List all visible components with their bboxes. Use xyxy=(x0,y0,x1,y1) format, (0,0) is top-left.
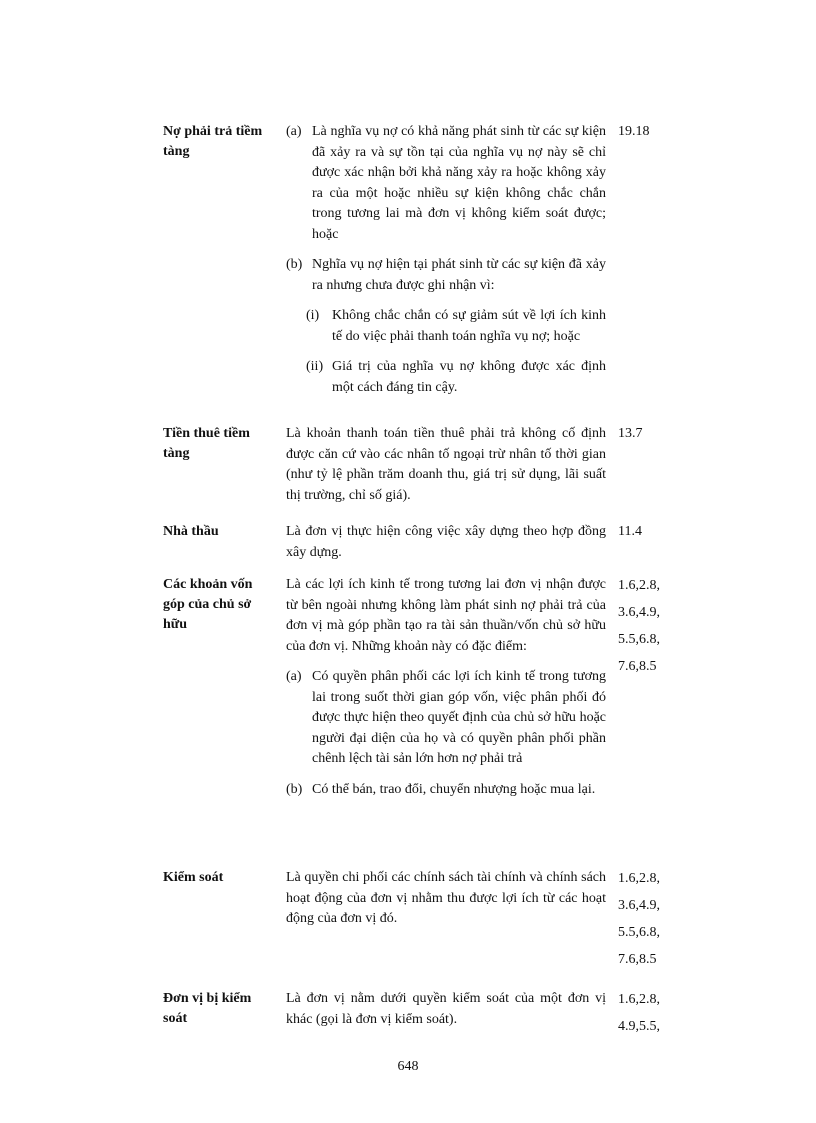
entry-references xyxy=(618,865,698,973)
item-label: (b) xyxy=(286,257,303,272)
entry-references xyxy=(618,986,698,1040)
reference: 13.7 xyxy=(618,426,643,441)
page-number: 648 xyxy=(397,1059,419,1074)
reference: 1.6,2.8, xyxy=(618,578,660,593)
definition-subitem xyxy=(286,357,606,398)
entry-references xyxy=(618,522,698,542)
definition-subitem xyxy=(286,306,606,347)
reference: 7.6,8.5 xyxy=(618,952,657,967)
entry-definition: Là quyền chi phối các chính sách tài chính và chính sách hoạt động của đơn vị nhằm thu được lợi ích từ các hoạt động của đơn vị đó. xyxy=(286,870,606,926)
reference: 3.6,4.9, xyxy=(618,898,660,913)
item-label: (b) xyxy=(286,781,303,797)
entry-references xyxy=(618,572,698,680)
reference: 7.6,8.5 xyxy=(618,659,657,674)
definition-item xyxy=(286,255,606,296)
subitem-label: (ii) xyxy=(306,359,324,374)
subitem-text: Giá trị của nghĩa vụ nợ không được xác định một cách đáng tin cậy. xyxy=(332,359,606,395)
entry-term: Tiền thuê tiềm tàng xyxy=(163,426,250,461)
entry-definition: Là đơn vị nằm dưới quyền kiểm soát của một đơn vị khác (gọi là đơn vị kiểm soát). xyxy=(286,991,606,1027)
entry-definition xyxy=(286,122,606,398)
entry-term: Nhà thầu xyxy=(163,524,219,539)
definition-intro: Là các lợi ích kinh tế trong tương lai đơn vị nhận được từ bên ngoài nhưng không làm phát sinh nợ phải trả của đơn vị mà góp phần tạo ra tài sản thuần/vốn chủ sở hữu của đơn vị. Những khoản này có đặc điểm: xyxy=(286,577,606,654)
reference: 1.6,2.8, xyxy=(618,871,660,886)
reference: 5.5,6.8, xyxy=(618,632,660,647)
entry-references xyxy=(618,122,698,142)
definition-item xyxy=(286,122,606,245)
subitem-text: Không chắc chắn có sự giảm sút về lợi ích kinh tế do việc phải thanh toán nghĩa vụ nợ; hoặc xyxy=(332,308,606,344)
entry-definition: Là đơn vị thực hiện công việc xây dựng theo hợp đồng xây dựng. xyxy=(286,524,606,560)
reference: 1.6,2.8, xyxy=(618,992,660,1007)
entry-term: Đơn vị bị kiểm soát xyxy=(163,991,252,1026)
entry-definition xyxy=(286,575,606,800)
definition-item xyxy=(286,780,606,801)
entry-term: Các khoản vốn góp của chủ sở hữu xyxy=(163,577,253,632)
subitem-label: (i) xyxy=(306,308,320,323)
item-text: Nghĩa vụ nợ hiện tại phát sinh từ các sự kiện đã xảy ra nhưng chưa được ghi nhận vì: xyxy=(312,257,606,293)
item-text: Có quyền phân phối các lợi ích kinh tế trong tương lai trong suốt thời gian góp vốn, việc phân phối đó được thực hiện theo quyết định của chủ sở hữu hoặc người đại diện của họ và có quyền phân phối phần chênh lệch tài sản lớn hơn nợ phải trả xyxy=(312,669,606,766)
entry-definition: Là khoản thanh toán tiền thuê phải trả không cố định được căn cứ vào các nhân tố ngoại trừ nhân tố thời gian (như tỷ lệ phần trăm doanh thu, giá trị sử dụng, lãi suất thị trường, chỉ số giá). xyxy=(286,426,606,503)
reference: 19.18 xyxy=(618,124,650,139)
reference: 4.9,5.5, xyxy=(618,1019,660,1034)
item-label: (a) xyxy=(286,124,302,139)
item-label: (a) xyxy=(286,669,302,684)
entry-term: Nợ phải trả tiềm tàng xyxy=(163,124,263,159)
reference: 3.6,4.9, xyxy=(618,605,660,620)
entry-references xyxy=(618,424,698,444)
definition-item xyxy=(286,667,606,770)
item-text: Là nghĩa vụ nợ có khả năng phát sinh từ các sự kiện đã xảy ra và sự tồn tại của nghĩa vụ nợ này sẽ chỉ được xác nhận bởi khả năng xảy ra hoặc không xảy ra của một hoặc nhiều sự kiện không chắc chắn trong tương lai mà đơn vị không kiểm soát được; hoặc xyxy=(312,124,606,242)
reference: 5.5,6.8, xyxy=(618,925,660,940)
reference: 11.4 xyxy=(618,524,642,539)
entry-term: Kiểm soát xyxy=(163,870,224,885)
item-text: Có thể bán, trao đổi, chuyển nhượng hoặc mua lại. xyxy=(312,781,596,797)
